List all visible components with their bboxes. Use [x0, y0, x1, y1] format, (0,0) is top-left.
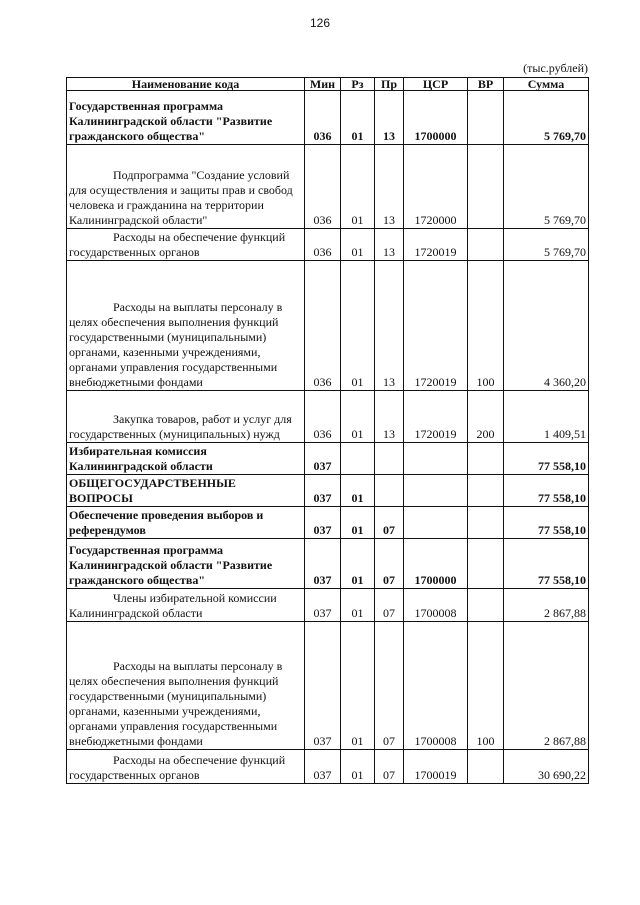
cell-name — [67, 261, 305, 391]
cell-name — [67, 443, 305, 475]
cell-csr: 1700008 — [404, 622, 468, 750]
cell-csr: 1720019 — [404, 391, 468, 443]
cell-rz: 01 — [341, 145, 375, 229]
cell-pr: 07 — [375, 507, 404, 539]
cell-pr — [375, 475, 404, 507]
cell-sum: 2 867,88 — [504, 622, 589, 750]
cell-pr — [375, 443, 404, 475]
row-label: ОБЩЕГОСУДАРСТВЕННЫЕ ВОПРОСЫ — [69, 476, 236, 505]
row-label: Обеспечение проведения выборов и референдумов — [69, 508, 264, 537]
page-number: 126 — [309, 16, 331, 30]
cell-rz: 01 — [341, 475, 375, 507]
cell-vr — [468, 507, 504, 539]
table-row — [67, 539, 589, 589]
cell-csr: 1700000 — [404, 539, 468, 589]
cell-rz: 01 — [341, 750, 375, 784]
cell-min: 037 — [305, 622, 341, 750]
cell-pr: 07 — [375, 622, 404, 750]
header-rz: Рз — [341, 78, 375, 91]
cell-csr: 1720019 — [404, 261, 468, 391]
cell-csr: 1700000 — [404, 91, 468, 145]
row-label: Государственная программа Калининградской области "Развитие гражданского общества" — [69, 543, 273, 587]
row-label: Закупка товаров, работ и услуг для государственных (муниципальных) нужд — [69, 412, 292, 441]
cell-sum: 5 769,70 — [504, 229, 589, 261]
cell-min: 036 — [305, 229, 341, 261]
cell-csr: 1700008 — [404, 589, 468, 622]
cell-pr: 07 — [375, 539, 404, 589]
row-label: Избирательная комиссия Калининградской области — [69, 444, 213, 473]
cell-sum: 77 558,10 — [504, 507, 589, 539]
cell-rz: 01 — [341, 261, 375, 391]
cell-vr — [468, 539, 504, 589]
cell-pr: 13 — [375, 91, 404, 145]
cell-min: 036 — [305, 145, 341, 229]
cell-csr: 1700019 — [404, 750, 468, 784]
table-row — [67, 475, 589, 507]
table-row — [67, 261, 589, 391]
cell-pr: 13 — [375, 145, 404, 229]
cell-vr: 200 — [468, 391, 504, 443]
table-header-row — [67, 78, 589, 91]
cell-sum: 5 769,70 — [504, 145, 589, 229]
cell-vr — [468, 750, 504, 784]
cell-rz: 01 — [341, 589, 375, 622]
cell-rz: 01 — [341, 622, 375, 750]
cell-pr: 13 — [375, 261, 404, 391]
table-row — [67, 229, 589, 261]
cell-vr: 100 — [468, 261, 504, 391]
header-min: Мин — [305, 78, 341, 91]
cell-min: 037 — [305, 443, 341, 475]
header-name: Наименование кода — [67, 78, 305, 91]
cell-min: 037 — [305, 750, 341, 784]
cell-name — [67, 475, 305, 507]
table-row — [67, 443, 589, 475]
table-row — [67, 145, 589, 229]
row-label: Расходы на обеспечение функций государственных органов — [69, 753, 286, 782]
cell-rz — [341, 443, 375, 475]
table-row — [67, 750, 589, 784]
cell-pr: 13 — [375, 391, 404, 443]
row-label: Расходы на обеспечение функций государственных органов — [69, 230, 286, 259]
cell-min: 037 — [305, 507, 341, 539]
cell-name — [67, 622, 305, 750]
cell-pr: 07 — [375, 589, 404, 622]
row-label: Расходы на выплаты персоналу в целях обеспечения выполнения функций государственными (муниципальными) органами, казенными учреждениями, органами управления государственными внебюджетными фондами — [69, 659, 283, 748]
row-label: Расходы на выплаты персоналу в целях обеспечения выполнения функций государственными (муниципальными) органами, казенными учреждениями, органами управления государственными внебюджетными фондами — [69, 300, 283, 389]
cell-vr: 100 — [468, 622, 504, 750]
cell-vr — [468, 91, 504, 145]
cell-name — [67, 391, 305, 443]
table-row — [67, 589, 589, 622]
table-row — [67, 507, 589, 539]
cell-sum: 30 690,22 — [504, 750, 589, 784]
header-sum: Сумма — [504, 78, 589, 91]
header-pr: Пр — [375, 78, 404, 91]
header-csr: ЦСР — [404, 78, 468, 91]
cell-name — [67, 507, 305, 539]
cell-name — [67, 539, 305, 589]
cell-name — [67, 229, 305, 261]
cell-min: 037 — [305, 539, 341, 589]
cell-sum: 5 769,70 — [504, 91, 589, 145]
cell-csr — [404, 443, 468, 475]
cell-sum: 77 558,10 — [504, 443, 589, 475]
cell-name — [67, 589, 305, 622]
cell-min: 036 — [305, 91, 341, 145]
row-label: Государственная программа Калининградской области "Развитие гражданского общества" — [69, 99, 273, 143]
cell-sum: 2 867,88 — [504, 589, 589, 622]
header-vr: ВР — [468, 78, 504, 91]
cell-rz: 01 — [341, 91, 375, 145]
cell-rz: 01 — [341, 539, 375, 589]
budget-table — [66, 77, 589, 784]
cell-name — [67, 91, 305, 145]
table-row — [67, 91, 589, 145]
table-row — [67, 622, 589, 750]
cell-csr: 1720000 — [404, 145, 468, 229]
cell-rz: 01 — [341, 507, 375, 539]
cell-csr — [404, 475, 468, 507]
cell-rz: 01 — [341, 391, 375, 443]
cell-min: 037 — [305, 589, 341, 622]
row-label: Члены избирательной комиссии Калининградской области — [69, 591, 277, 620]
cell-sum: 77 558,10 — [504, 539, 589, 589]
unit-note: (тыс.рублей) — [523, 61, 588, 75]
cell-vr — [468, 443, 504, 475]
cell-pr: 07 — [375, 750, 404, 784]
cell-sum: 4 360,20 — [504, 261, 589, 391]
cell-vr — [468, 475, 504, 507]
cell-name — [67, 145, 305, 229]
cell-min: 036 — [305, 261, 341, 391]
cell-vr — [468, 589, 504, 622]
cell-csr — [404, 507, 468, 539]
cell-sum: 1 409,51 — [504, 391, 589, 443]
cell-rz: 01 — [341, 229, 375, 261]
cell-name — [67, 750, 305, 784]
cell-sum: 77 558,10 — [504, 475, 589, 507]
cell-min: 036 — [305, 391, 341, 443]
cell-min: 037 — [305, 475, 341, 507]
cell-pr: 13 — [375, 229, 404, 261]
cell-csr: 1720019 — [404, 229, 468, 261]
row-label: Подпрограмма "Создание условий для осуществления и защиты прав и свобод человека и гражданина на территории Калининградской области" — [69, 168, 293, 227]
cell-vr — [468, 229, 504, 261]
table-row — [67, 391, 589, 443]
cell-vr — [468, 145, 504, 229]
